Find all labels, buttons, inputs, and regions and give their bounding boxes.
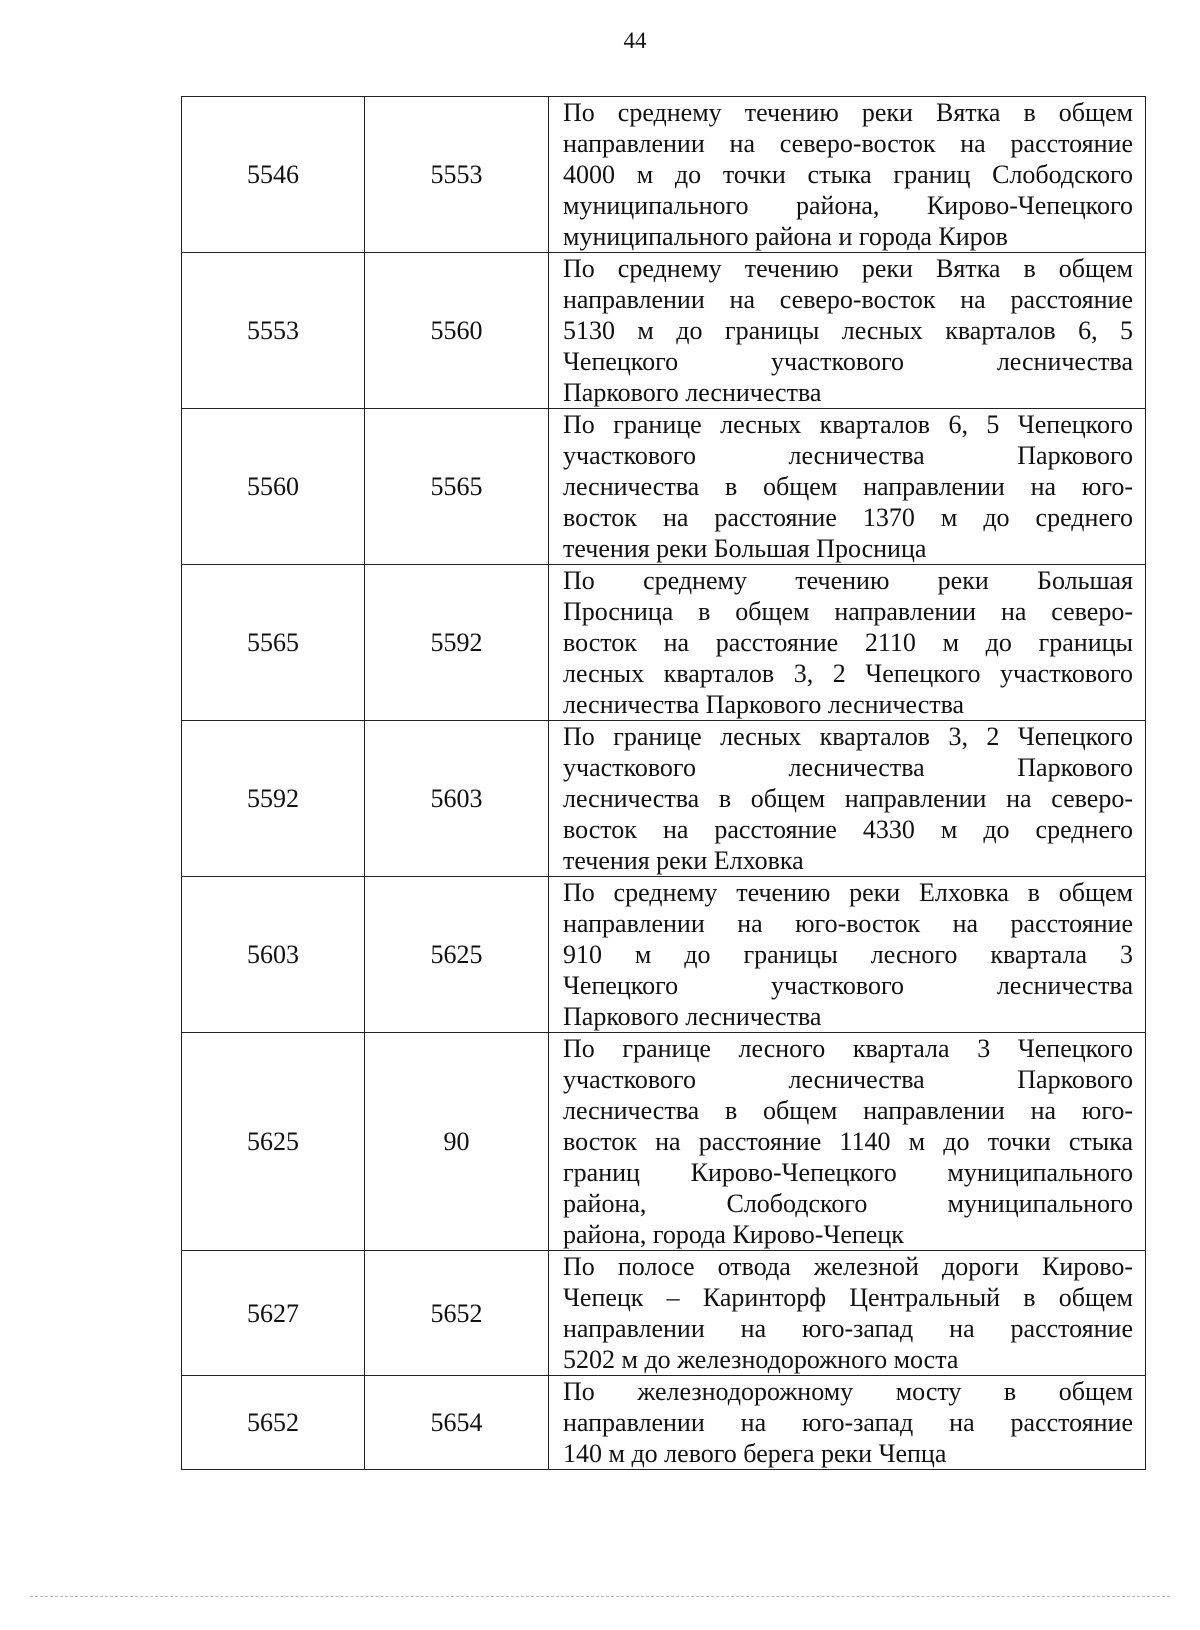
description-line: лесничества Паркового лесничества: [563, 690, 965, 719]
from-point-cell: 5553: [182, 253, 365, 409]
description-line: 140 м до левого берега реки Чепца: [563, 1439, 947, 1468]
description-line: направлении на юго-запад на расстояние: [563, 1408, 1133, 1437]
description-cell: [549, 409, 1146, 565]
description-line: участкового лесничества Паркового: [563, 1065, 1133, 1094]
table-row: [182, 1251, 1146, 1376]
description-cell: [549, 565, 1146, 721]
from-point-cell: 5592: [182, 721, 365, 877]
description-line: восток на расстояние 4330 м до среднего: [563, 815, 1133, 844]
to-point-cell: 5654: [365, 1376, 549, 1470]
table-row: [182, 1033, 1146, 1251]
from-point-cell: 5625: [182, 1033, 365, 1251]
description-line: направлении на северо-восток на расстояние: [563, 285, 1133, 314]
description-line: Чепецкого участкового лесничества: [563, 971, 1133, 1000]
from-point-cell: 5652: [182, 1376, 365, 1470]
description-cell: [549, 877, 1146, 1033]
description-line: лесничества в общем направлении на юго-: [563, 472, 1133, 501]
from-point-cell: 5603: [182, 877, 365, 1033]
table-row: [182, 253, 1146, 409]
description-cell: [549, 721, 1146, 877]
to-point-cell: 5603: [365, 721, 549, 877]
description-line: Паркового лесничества: [563, 378, 822, 407]
table-row: [182, 565, 1146, 721]
scan-edge-line: [30, 1596, 1170, 1597]
description-line: По границе лесных кварталов 6, 5 Чепецкого: [563, 410, 1133, 439]
description-cell: [549, 253, 1146, 409]
description-line: По железнодорожному мосту в общем: [563, 1377, 1133, 1406]
description-line: течения реки Елховка: [563, 846, 804, 875]
description-line: муниципального района и города Киров: [563, 222, 1008, 251]
to-point-cell: 5652: [365, 1251, 549, 1376]
description-line: границ Кирово-Чепецкого муниципального: [563, 1158, 1133, 1187]
to-point-cell: 5565: [365, 409, 549, 565]
to-point-cell: 5553: [365, 97, 549, 253]
to-point-cell: 5625: [365, 877, 549, 1033]
description-line: 910 м до границы лесного квартала 3: [563, 940, 1133, 969]
description-line: По границе лесного квартала 3 Чепецкого: [563, 1034, 1133, 1063]
description-line: направлении на юго-восток на расстояние: [563, 909, 1133, 938]
description-cell: [549, 1251, 1146, 1376]
to-point-cell: 5560: [365, 253, 549, 409]
description-line: По среднему течению реки Вятка в общем: [563, 98, 1133, 127]
description-line: течения реки Большая Просница: [563, 534, 927, 563]
description-line: 5130 м до границы лесных кварталов 6, 5: [563, 316, 1133, 345]
description-line: 5202 м до железнодорожного моста: [563, 1345, 959, 1374]
boundary-table: [181, 96, 1146, 1470]
table-row: [182, 877, 1146, 1033]
description-line: лесных кварталов 3, 2 Чепецкого участкового: [563, 659, 1133, 688]
description-line: По среднему течению реки Большая: [563, 566, 1133, 595]
to-point-cell: 90: [365, 1033, 549, 1251]
description-cell: [549, 1033, 1146, 1251]
description-line: района, города Кирово-Чепецк: [563, 1220, 904, 1249]
description-line: Чепецкого участкового лесничества: [563, 347, 1133, 376]
table-row: [182, 721, 1146, 877]
description-line: лесничества в общем направлении на юго-: [563, 1096, 1133, 1125]
from-point-cell: 5560: [182, 409, 365, 565]
description-line: участкового лесничества Паркового: [563, 753, 1133, 782]
description-line: участкового лесничества Паркового: [563, 441, 1133, 470]
description-line: Паркового лесничества: [563, 1002, 822, 1031]
description-line: По среднему течению реки Вятка в общем: [563, 254, 1133, 283]
description-cell: [549, 97, 1146, 253]
table-row: [182, 97, 1146, 253]
table-row: [182, 409, 1146, 565]
description-line: лесничества в общем направлении на северо-: [563, 784, 1133, 813]
to-point-cell: 5592: [365, 565, 549, 721]
from-point-cell: 5546: [182, 97, 365, 253]
description-line: По границе лесных кварталов 3, 2 Чепецкого: [563, 722, 1133, 751]
table-body: [182, 97, 1146, 1470]
description-line: восток на расстояние 2110 м до границы: [563, 628, 1133, 657]
description-line: направлении на юго-запад на расстояние: [563, 1314, 1133, 1343]
from-point-cell: 5565: [182, 565, 365, 721]
description-line: 4000 м до точки стыка границ Слободского: [563, 160, 1133, 189]
description-line: восток на расстояние 1140 м до точки стыка: [563, 1127, 1133, 1156]
from-point-cell: 5627: [182, 1251, 365, 1376]
description-line: восток на расстояние 1370 м до среднего: [563, 503, 1133, 532]
table-row: [182, 1376, 1146, 1470]
description-line: муниципального района, Кирово-Чепецкого: [563, 191, 1133, 220]
description-line: Просница в общем направлении на северо-: [563, 597, 1133, 626]
description-line: Чепецк – Каринторф Центральный в общем: [563, 1283, 1133, 1312]
description-cell: [549, 1376, 1146, 1470]
description-line: района, Слободского муниципального: [563, 1189, 1133, 1218]
description-line: направлении на северо-восток на расстояние: [563, 129, 1133, 158]
description-line: По полосе отвода железной дороги Кирово-: [563, 1252, 1133, 1281]
page-number: 44: [623, 28, 647, 53]
description-line: По среднему течению реки Елховка в общем: [563, 878, 1133, 907]
